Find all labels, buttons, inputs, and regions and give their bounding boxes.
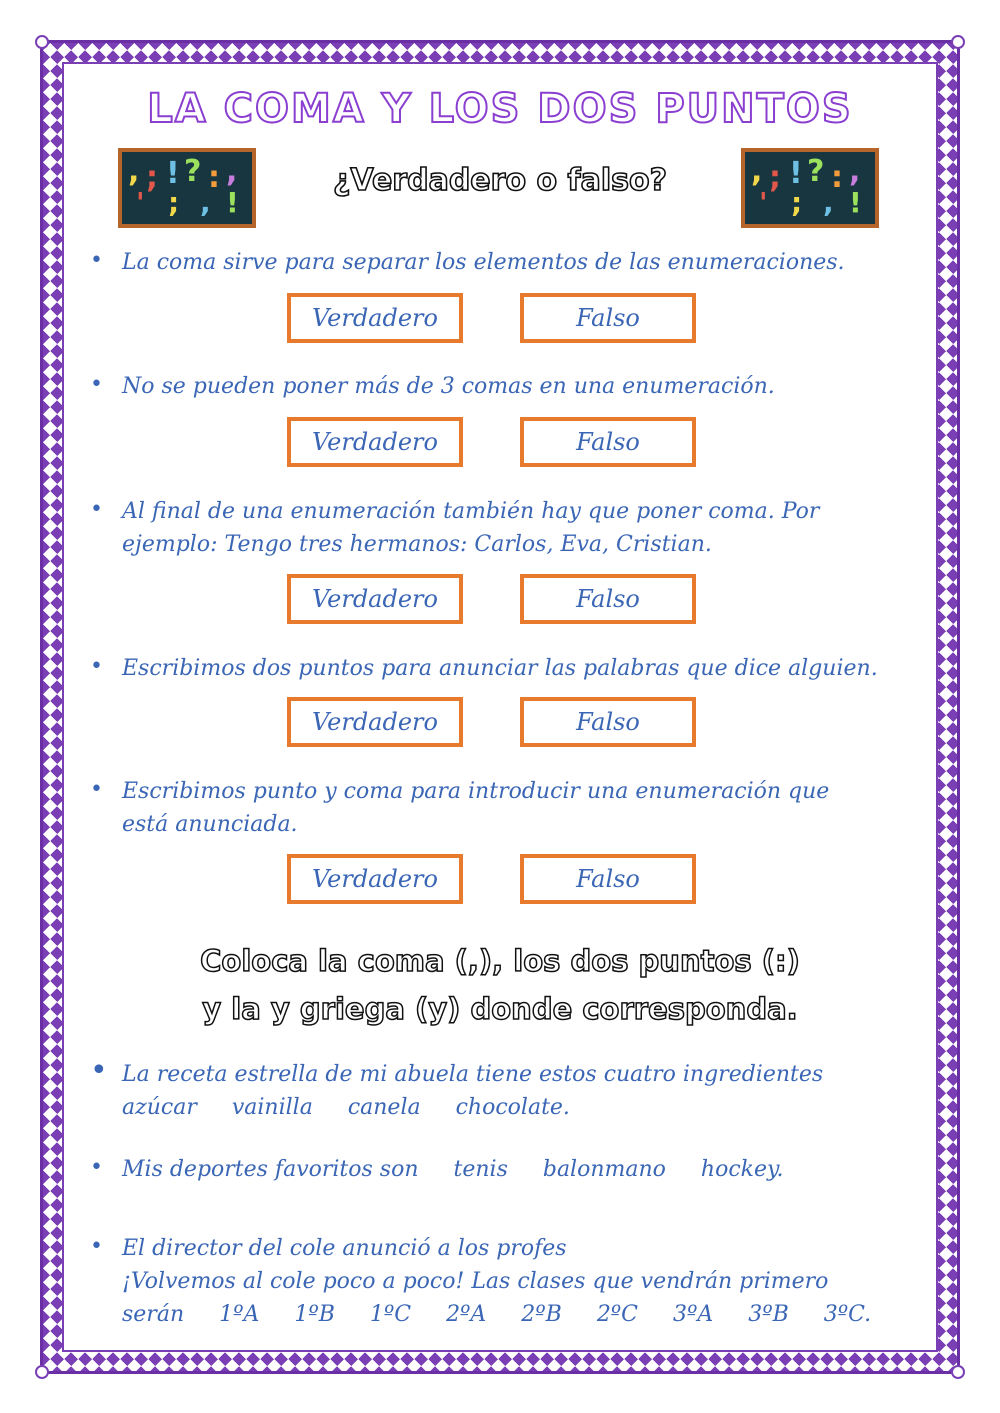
board-glyph: ' bbox=[759, 186, 768, 219]
exercise-word: 3ºB bbox=[748, 1302, 789, 1327]
corner-ornament bbox=[35, 35, 49, 49]
question-3-text bbox=[122, 495, 942, 561]
question-4-text: Escribimos dos puntos para anunciar las palabras que dice alguien. bbox=[122, 656, 878, 681]
question-3-line-2: ejemplo: Tengo tres hermanos: Carlos, Eva, Cristian. bbox=[122, 532, 712, 557]
q2-false-button[interactable]: Falso bbox=[520, 417, 696, 467]
bullet: • bbox=[90, 1234, 103, 1259]
exercise-word: 3ºA bbox=[673, 1302, 714, 1327]
instruction-line-1: Coloca la coma (,), los dos puntos (:) bbox=[200, 944, 800, 978]
exercise-word: chocolate. bbox=[455, 1095, 570, 1120]
board-glyph: , bbox=[226, 154, 238, 189]
exercise-3-line-3 bbox=[122, 1298, 942, 1331]
board-glyph: , bbox=[849, 154, 861, 189]
q5-false-button[interactable]: Falso bbox=[520, 854, 696, 904]
exercise-3-line-1: El director del cole anunció a los profes bbox=[122, 1236, 567, 1261]
bullet: • bbox=[90, 777, 103, 802]
exercise-word: 1ºB bbox=[294, 1302, 335, 1327]
question-5-line-2: está anunciada. bbox=[122, 812, 298, 837]
bullet: • bbox=[90, 1155, 103, 1180]
exercise-3-lead: serán bbox=[122, 1302, 185, 1327]
exercise-word: balonmano bbox=[542, 1157, 666, 1182]
board-glyph: ! bbox=[849, 186, 862, 219]
q4-false-button[interactable]: Falso bbox=[520, 697, 696, 747]
exercise-word: azúcar bbox=[122, 1095, 197, 1120]
board-glyph: , bbox=[823, 186, 834, 219]
q4-true-button[interactable]: Verdadero bbox=[287, 697, 463, 747]
q3-false-button[interactable]: Falso bbox=[520, 574, 696, 624]
bullet: • bbox=[90, 497, 103, 522]
exercise-word: canela bbox=[347, 1095, 421, 1120]
question-1-text: La coma sirve para separar los elementos de las enumeraciones. bbox=[122, 250, 845, 275]
q3-true-button[interactable]: Verdadero bbox=[287, 574, 463, 624]
board-glyph: ! bbox=[226, 186, 239, 219]
board-glyph: ; bbox=[146, 160, 158, 195]
bullet: • bbox=[90, 654, 103, 679]
exercise-word: 1ºC bbox=[369, 1302, 412, 1327]
exercise-2-text bbox=[122, 1153, 942, 1186]
exercise-3-text bbox=[122, 1232, 942, 1331]
exercise-word: 2ºA bbox=[446, 1302, 487, 1327]
question-2-text: No se pueden poner más de 3 comas en una enumeración. bbox=[122, 374, 775, 399]
exercise-3-line-2: ¡Volvemos al cole poco a poco! Las clases que vendrán primero bbox=[122, 1269, 829, 1294]
exercise-2-lead: Mis deportes favoritos son bbox=[122, 1157, 419, 1182]
board-glyph: ; bbox=[168, 186, 180, 219]
exercise-word: 2ºB bbox=[521, 1302, 562, 1327]
corner-ornament bbox=[35, 1365, 49, 1379]
board-glyph: : bbox=[831, 160, 843, 195]
corner-ornament bbox=[951, 1365, 965, 1379]
section-subtitle: ¿Verdadero o falso? bbox=[332, 163, 667, 198]
board-glyph: ' bbox=[136, 186, 145, 219]
exercise-word: 3ºC. bbox=[823, 1302, 872, 1327]
question-3-line-1: Al final de una enumeración también hay que poner coma. Por bbox=[122, 499, 820, 524]
board-glyph: ; bbox=[769, 160, 781, 195]
board-glyph: , bbox=[751, 154, 763, 189]
q1-false-button[interactable]: Falso bbox=[520, 293, 696, 343]
question-5-text bbox=[122, 775, 942, 841]
bullet: • bbox=[90, 248, 103, 273]
exercise-word: vainilla bbox=[231, 1095, 313, 1120]
bullet: • bbox=[90, 372, 103, 397]
board-glyph: ! bbox=[166, 156, 180, 191]
board-glyph: ! bbox=[789, 156, 803, 191]
page-title: LA COMA Y LOS DOS PUNTOS bbox=[147, 86, 853, 132]
exercise-word: 2ºC bbox=[596, 1302, 638, 1327]
instruction-line-2: y la y griega (y) donde corresponda. bbox=[202, 992, 798, 1026]
exercise-word: hockey. bbox=[700, 1157, 784, 1182]
exercise-1-text bbox=[122, 1058, 942, 1124]
exercise-1-line-2 bbox=[122, 1091, 942, 1124]
exercise-1-line-1: La receta estrella de mi abuela tiene estos cuatro ingredientes bbox=[122, 1062, 824, 1087]
q1-true-button[interactable]: Verdadero bbox=[287, 293, 463, 343]
board-glyph: , bbox=[128, 154, 140, 189]
board-glyph: ; bbox=[791, 186, 803, 219]
q2-true-button[interactable]: Verdadero bbox=[287, 417, 463, 467]
board-glyph: ? bbox=[184, 154, 202, 189]
exercise-word: 1ºA bbox=[219, 1302, 260, 1327]
board-glyph: , bbox=[200, 186, 211, 219]
corner-ornament bbox=[951, 35, 965, 49]
exercise-word: tenis bbox=[453, 1157, 508, 1182]
q5-true-button[interactable]: Verdadero bbox=[287, 854, 463, 904]
bullet: • bbox=[90, 1053, 108, 1088]
question-5-line-1: Escribimos punto y coma para introducir una enumeración que bbox=[122, 779, 830, 804]
board-glyph: : bbox=[208, 160, 220, 195]
board-glyph: ? bbox=[807, 154, 825, 189]
